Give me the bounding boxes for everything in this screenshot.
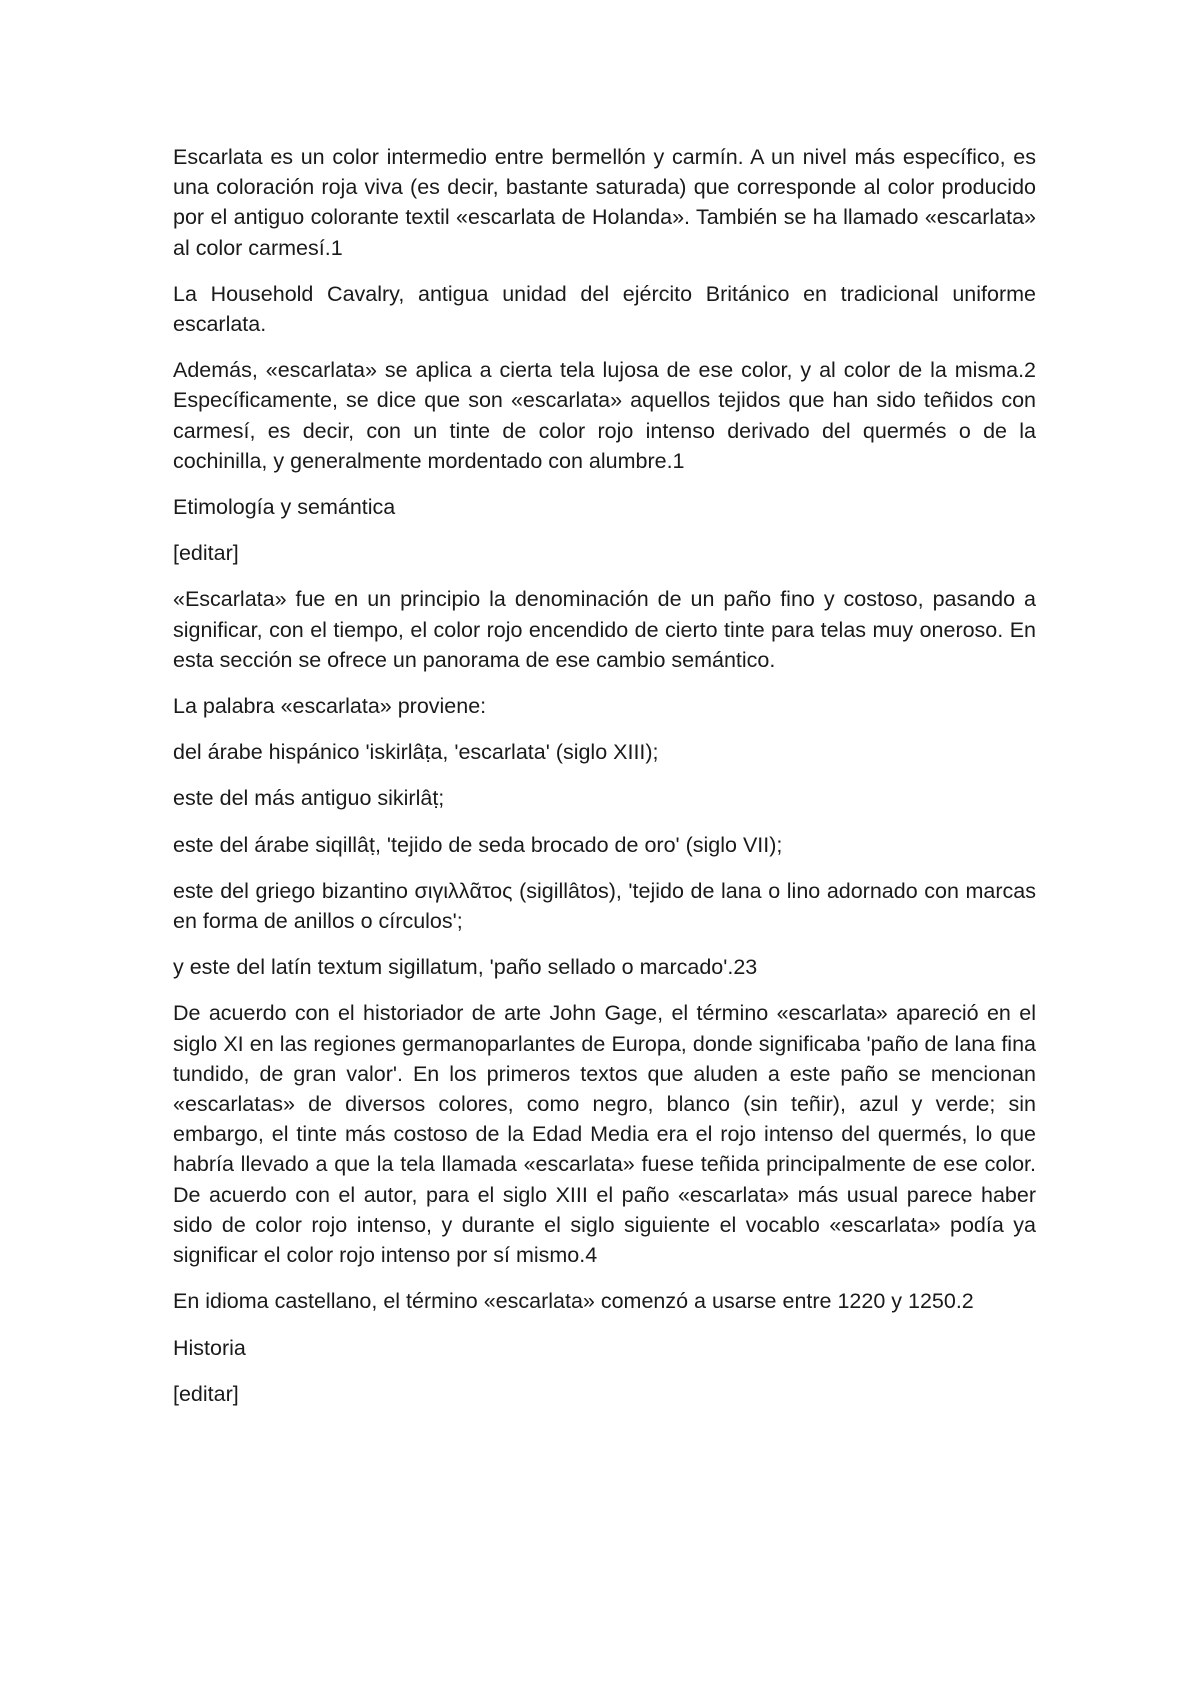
edit-link-historia[interactable]: [editar] [173,1381,239,1406]
section-heading-etimologia: Etimología y semántica [173,495,396,520]
paragraph-household-cavalry: La Household Cavalry, antigua unidad del ejército Británico en tradicional uniforme escarlata. [173,281,1036,337]
document-page [173,142,1036,1425]
etymology-item-siqillat: este del árabe siqillâṭ, 'tejido de seda brocado de oro' (siglo VII); [173,832,783,857]
etymology-item-arabe-hispanico: del árabe hispánico 'iskirlâṭa, 'escarlata' (siglo XIII); [173,740,659,765]
paragraph-proviene: La palabra «escarlata» proviene: [173,694,487,719]
paragraph-denominacion: «Escarlata» fue en un principio la denominación de un paño fino y costoso, pasando a significar, con el tiempo, el color rojo encendido de cierto tinte para telas muy oneroso. En esta sección se ofrece un panorama de ese cambio semántico. [173,587,1036,672]
etymology-item-latin: y este del latín textum sigillatum, 'paño sellado o marcado'.23 [173,955,758,980]
paragraph-castellano: En idioma castellano, el término «escarlata» comenzó a usarse entre 1220 y 1250.2 [173,1289,974,1314]
paragraph-tela: Además, «escarlata» se aplica a cierta tela lujosa de ese color, y al color de la misma.2 Específicamente, se dice que son «escarlata» aquellos tejidos que han sido teñidos con carmesí, es decir, con un tinte de color rojo intenso derivado del quermés o de la cochinilla, y generalmente mordentado con alumbre.1 [173,358,1036,473]
section-heading-historia: Historia [173,1335,246,1360]
edit-link-etimologia[interactable]: [editar] [173,541,239,566]
etymology-item-sikirlat: este del más antiguo sikirlâṭ; [173,786,445,811]
paragraph-john-gage: De acuerdo con el historiador de arte John Gage, el término «escarlata» apareció en el siglo XI en las regiones germanoparlantes de Europa, donde significaba 'paño de lana fina tundido, de gran valor'. En los primeros textos que aluden a este paño se mencionan «escarlatas» de diversos colores, como negro, blanco (sin teñir), azul y verde; sin embargo, el tinte más costoso de la Edad Media era el rojo intenso del quermés, lo que habría llevado a que la tela llamada «escarlata» fuese teñida principalmente de ese color. De acuerdo con el autor, para el siglo XIII el paño «escarlata» más usual parece haber sido de color rojo intenso, y durante el siglo siguiente el vocablo «escarlata» podía ya significar el color rojo intenso por sí mismo.4 [173,1001,1036,1268]
paragraph-intro: Escarlata es un color intermedio entre bermellón y carmín. A un nivel más específico, es una coloración roja viva (es decir, bastante saturada) que corresponde al color producido por el antiguo colorante textil «escarlata de Holanda». También se ha llamado «escarlata» al color carmesí.1 [173,145,1036,260]
etymology-item-griego: este del griego bizantino σιγιλλᾶτος (sigillâtos), 'tejido de lana o lino adornado con marcas en forma de anillos o círculos'; [173,878,1036,934]
